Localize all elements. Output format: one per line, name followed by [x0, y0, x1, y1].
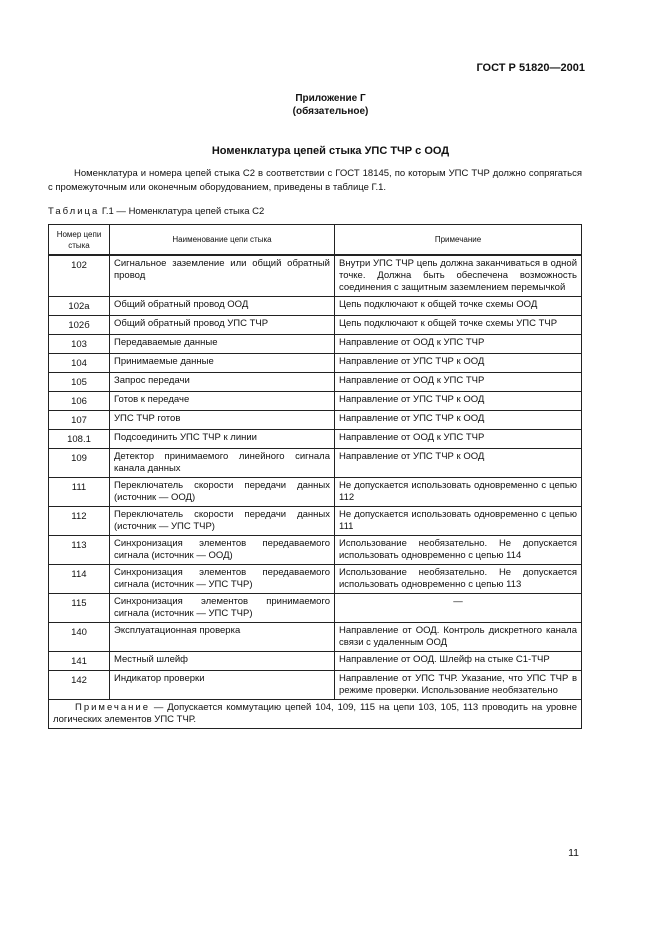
table-row [49, 652, 582, 671]
table-footnote [49, 700, 582, 729]
page-number: 11 [568, 847, 579, 859]
table-caption-label: Таблица [48, 206, 100, 217]
circuit-note: Не допускается использовать одновременно с цепью 111 [335, 507, 582, 536]
table-row [49, 565, 582, 594]
table-row [49, 354, 582, 373]
circuit-name: Детектор принимаемого линейного сигнала канала данных [110, 449, 335, 478]
intro-paragraph: Номенклатура и номера цепей стыка С2 в соответствии с ГОСТ 18145, по которым УПС ТЧР должно сопрягаться с промежуточным или оконечным оборудованием, приведены в таблице Г.1. [48, 168, 582, 193]
circuit-name: Переключатель скорости передачи данных (источник — ООД) [110, 478, 335, 507]
table-row [49, 255, 582, 297]
circuit-note: Использование необязательно. Не допускается использовать одновременно с цепью 114 [335, 536, 582, 565]
table-row [49, 536, 582, 565]
circuit-number: 105 [49, 373, 110, 392]
footnote-text: — Допускается коммутацию цепей 104, 109, 115 на цепи 103, 105, 113 проводить на уровне логических элементов УПС ТЧР. [53, 702, 577, 725]
circuit-number: 103 [49, 335, 110, 354]
table-row [49, 449, 582, 478]
appendix-heading [0, 92, 661, 118]
table-row [49, 478, 582, 507]
circuit-name: Подсоединить УПС ТЧР к линии [110, 430, 335, 449]
circuit-name: Общий обратный провод ООД [110, 297, 335, 316]
circuit-name: Синхронизация элементов принимаемого сигнала (источник — УПС ТЧР) [110, 594, 335, 623]
circuit-name: Синхронизация элементов передаваемого сигнала (источник — УПС ТЧР) [110, 565, 335, 594]
table-row [49, 507, 582, 536]
table-row [49, 430, 582, 449]
header-number: Номер цепи стыка [49, 225, 110, 256]
circuit-number: 113 [49, 536, 110, 565]
circuit-note: Направление от ООД. Контроль дискретного канала связи с удаленным ООД [335, 623, 582, 652]
circuits-table [48, 224, 582, 729]
circuit-number: 107 [49, 411, 110, 430]
table-row [49, 297, 582, 316]
circuit-note: Цепь подключают к общей точке схемы ООД [335, 297, 582, 316]
circuit-name: Передаваемые данные [110, 335, 335, 354]
circuit-name: УПС ТЧР готов [110, 411, 335, 430]
table-row [49, 623, 582, 652]
circuit-name: Готов к передаче [110, 392, 335, 411]
circuit-number: 102а [49, 297, 110, 316]
circuit-name: Переключатель скорости передачи данных (источник — УПС ТЧР) [110, 507, 335, 536]
page-title: Номенклатура цепей стыка УПС ТЧР с ООД [211, 145, 450, 157]
circuit-name: Местный шлейф [110, 652, 335, 671]
table-row [49, 411, 582, 430]
circuit-number: 102б [49, 316, 110, 335]
circuit-note: Цепь подключают к общей точке схемы УПС ТЧР [335, 316, 582, 335]
table-row [49, 373, 582, 392]
circuit-note: Не допускается использовать одновременно с цепью 112 [335, 478, 582, 507]
header-name: Наименование цепи стыка [110, 225, 335, 256]
footnote-row [49, 700, 582, 729]
circuit-note: Направление от УПС ТЧР к ООД [335, 449, 582, 478]
header-note: Примечание [335, 225, 582, 256]
circuit-note: Направление от ООД. Шлейф на стыке С1-ТЧР [335, 652, 582, 671]
circuit-name: Эксплуатационная проверка [110, 623, 335, 652]
table-row [49, 316, 582, 335]
circuit-note: Направление от ООД к УПС ТЧР [335, 430, 582, 449]
circuit-number: 112 [49, 507, 110, 536]
circuit-name: Принимаемые данные [110, 354, 335, 373]
circuit-note: Внутри УПС ТЧР цепь должна заканчиваться в одной точке. Должна быть обеспечена возможность соединения с защитным заземлением перемычкой [335, 255, 582, 297]
table-row [49, 392, 582, 411]
circuit-note: Направление от УПС ТЧР к ООД [335, 392, 582, 411]
appendix-status: (обязательное) [292, 106, 369, 117]
circuit-number: 141 [49, 652, 110, 671]
circuit-number: 114 [49, 565, 110, 594]
table-caption [48, 206, 264, 217]
table-header-row [49, 225, 582, 256]
circuit-note: — [335, 594, 582, 623]
appendix-title: Приложение Г [295, 93, 366, 104]
circuit-number: 111 [49, 478, 110, 507]
standard-code: ГОСТ Р 51820—2001 [476, 62, 585, 74]
circuit-note: Направление от ООД к УПС ТЧР [335, 335, 582, 354]
table-row [49, 335, 582, 354]
circuit-name: Синхронизация элементов передаваемого сигнала (источник — ООД) [110, 536, 335, 565]
circuit-number: 106 [49, 392, 110, 411]
circuit-number: 109 [49, 449, 110, 478]
circuit-number: 140 [49, 623, 110, 652]
table-row [49, 671, 582, 700]
circuit-number: 142 [49, 671, 110, 700]
circuit-name: Общий обратный провод УПС ТЧР [110, 316, 335, 335]
circuit-name: Сигнальное заземление или общий обратный провод [110, 255, 335, 297]
circuit-number: 102 [49, 255, 110, 297]
footnote-label: Примечание [75, 702, 150, 713]
table-caption-text: Г.1 — Номенклатура цепей стыка С2 [99, 206, 265, 217]
circuit-note: Направление от ООД к УПС ТЧР [335, 373, 582, 392]
circuit-name: Запрос передачи [110, 373, 335, 392]
circuit-number: 104 [49, 354, 110, 373]
table-row [49, 594, 582, 623]
circuit-name: Индикатор проверки [110, 671, 335, 700]
circuit-note: Направление от УПС ТЧР к ООД [335, 354, 582, 373]
circuit-note: Направление от УПС ТЧР. Указание, что УПС ТЧР в режиме проверки. Использование необязательно [335, 671, 582, 700]
circuit-number: 115 [49, 594, 110, 623]
circuit-note: Использование необязательно. Не допускается использовать одновременно с цепью 113 [335, 565, 582, 594]
circuit-number: 108.1 [49, 430, 110, 449]
circuit-note: Направление от УПС ТЧР к ООД [335, 411, 582, 430]
